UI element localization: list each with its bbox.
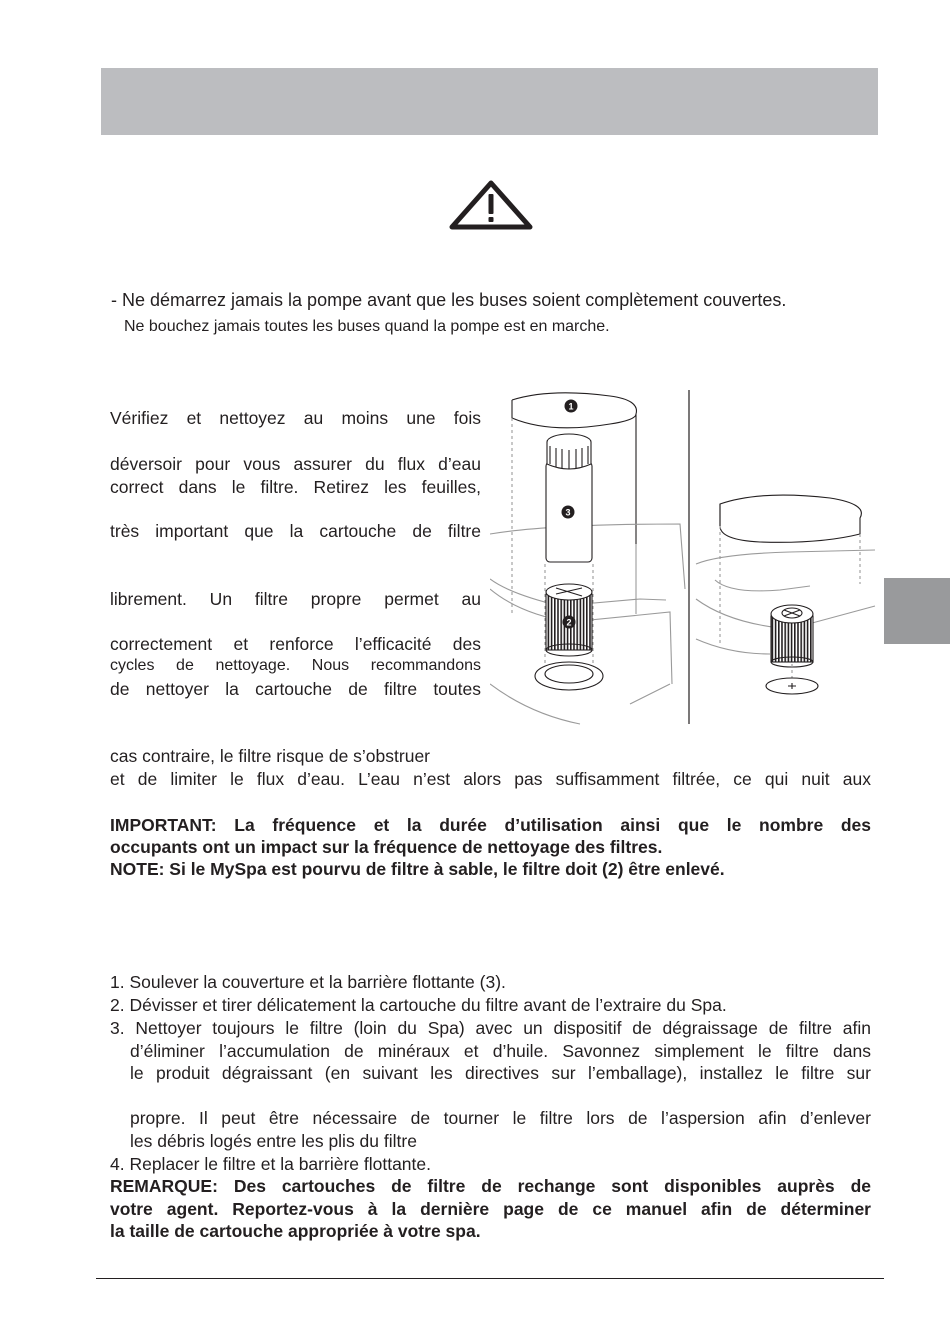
body-line: et de limiter le flux d’eau. L’eau n’est alors pas suffisamment filtrée, ce qui nuit aux	[110, 769, 871, 789]
important-line-1: IMPORTANT: La fréquence et la durée d’utilisation ainsi que le nombre des	[110, 815, 871, 835]
remarque-line-1: REMARQUE: Des cartouches de filtre de rechange sont disponibles auprès de	[110, 1176, 871, 1196]
column-line: cas contraire, le filtre risque de s’obstruer	[110, 746, 430, 766]
filter-diagram	[490, 384, 880, 729]
svg-text:3: 3	[565, 507, 571, 518]
step-4: 4. Replacer le filtre et la barrière flottante.	[110, 1154, 431, 1174]
step-2: 2. Dévisser et tirer délicatement la cartouche du filtre avant de l’extraire du Spa.	[110, 995, 727, 1015]
svg-text:1: 1	[568, 401, 574, 412]
note-line: NOTE: Si le MySpa est pourvu de filtre à sable, le filtre doit (2) être enlevé.	[110, 859, 725, 879]
step-3-cont: le produit dégraissant (en suivant les directives sur l’emballage), installez le filtre sur	[130, 1063, 871, 1083]
remarque-line-3: la taille de cartouche appropriée à votre spa.	[110, 1221, 481, 1241]
footer-rule	[96, 1278, 884, 1279]
warning-triangle-icon	[449, 180, 533, 230]
column-line: librement. Un filtre propre permet au	[110, 589, 481, 609]
step-3: 3. Nettoyer toujours le filtre (loin du Spa) avec un dispositif de dégraissage de filtre afin	[110, 1018, 871, 1038]
right-illustration	[696, 495, 875, 694]
column-line: de nettoyer la cartouche de filtre toutes	[110, 679, 481, 699]
section-header-band	[101, 68, 878, 135]
step-3-cont: d’éliminer l’accumulation de minéraux et d’huile. Savonnez simplement le filtre dans	[130, 1041, 871, 1061]
svg-text:2: 2	[566, 617, 572, 628]
column-line: cycles de nettoyage. Nous recommandons	[110, 657, 481, 674]
warning-line-1: - Ne démarrez jamais la pompe avant que les buses soient complètement couvertes.	[111, 290, 787, 310]
step-3-cont: propre. Il peut être nécessaire de tourner le filtre lors de l’aspersion afin d’enlever	[130, 1108, 871, 1128]
column-line: très important que la cartouche de filtre	[110, 521, 481, 541]
chapter-side-tab	[884, 578, 950, 644]
step-1: 1. Soulever la couverture et la barrière flottante (3).	[110, 972, 506, 992]
remarque-line-2: votre agent. Reportez-vous à la dernière page de ce manuel afin de déterminer	[110, 1199, 871, 1219]
column-line: correct dans le filtre. Retirez les feuilles,	[110, 477, 481, 497]
important-line-2: occupants ont un impact sur la fréquence de nettoyage des filtres.	[110, 837, 663, 857]
column-line: déversoir pour vous assurer du flux d’eau	[110, 454, 481, 474]
column-line: correctement et renforce l’efficacité des	[110, 634, 481, 654]
step-3-cont: les débris logés entre les plis du filtre	[130, 1131, 417, 1151]
warning-line-2: Ne bouchez jamais toutes les buses quand la pompe est en marche.	[124, 318, 610, 335]
left-illustration	[490, 393, 685, 724]
column-line: Vérifiez et nettoyez au moins une fois	[110, 408, 481, 428]
